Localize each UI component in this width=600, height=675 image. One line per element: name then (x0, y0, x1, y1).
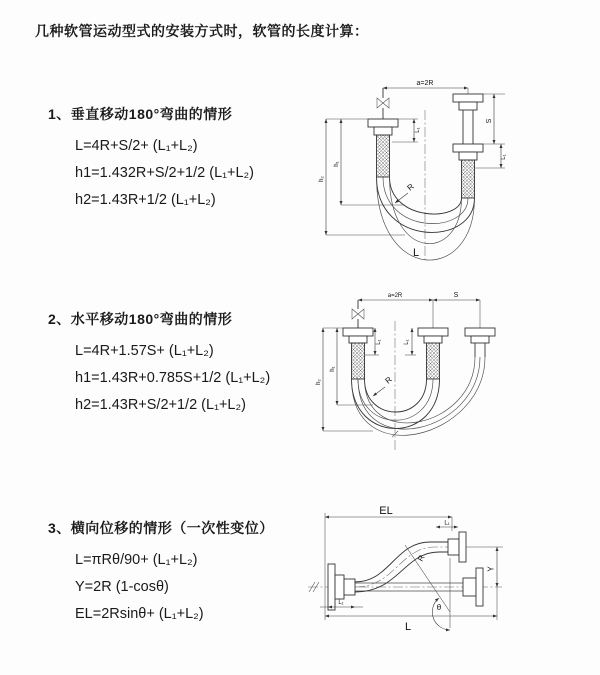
label-a2r: a=2R (416, 80, 434, 87)
dimension-a2r (358, 292, 480, 328)
label-length-l: L (413, 247, 420, 259)
label-l1-top: L₁ (444, 520, 450, 527)
dimension-a2r (383, 80, 468, 94)
section-vertical-180 (48, 104, 254, 214)
label-s: S (453, 292, 459, 299)
dimension-radius (373, 375, 394, 396)
label-l1-left: L₁ (338, 600, 344, 606)
hose-u-bend (377, 177, 475, 260)
right-pipe-assembly (465, 328, 495, 357)
label-el: EL (379, 505, 393, 517)
formula-line: L=4R+S/2+ (L₁+L₂) (75, 138, 198, 154)
label-l1-right: L₁ (501, 154, 507, 160)
formula-line: h1=1.432R+S/2+1/2 (L₁+L₂) (75, 165, 255, 181)
formula-line: L=4R+1.57S+ (L₁+L₂) (75, 343, 214, 359)
dimension-l1-top (436, 521, 458, 528)
formula-line: h1=1.43R+0.785S+1/2 (L₁+L₂) (75, 370, 271, 386)
section-lateral (48, 518, 274, 628)
page-title: 几种软管运动型式的安装方式时，软管的长度计算： (35, 23, 369, 39)
dimension-radius (405, 545, 450, 612)
dimension-l1-middle (404, 328, 416, 355)
dimension-el (325, 505, 452, 620)
formula-line: Y=2R (1-cosθ) (75, 579, 169, 595)
section-2-heading: 2、水平移动180°弯曲的情形 (48, 311, 233, 327)
label-h2: h₂ (319, 176, 325, 182)
left-pipe-assembly (368, 119, 398, 177)
section-horizontal-180 (48, 309, 270, 419)
formula-line: L=πRθ/90+ (L₁+L₂) (75, 552, 198, 568)
label-h1: h₁ (334, 161, 340, 167)
diagram-vertical-180-bend (313, 72, 568, 267)
dimension-l1-left (320, 600, 363, 607)
hose-u-bend-position2 (352, 357, 486, 435)
formula-line: h2=1.43R+S/2+1/2 (L₁+L₂) (75, 397, 246, 413)
label-l1-middle: L₁ (404, 339, 410, 345)
label-s: S (486, 118, 493, 124)
middle-pipe-assembly (418, 328, 448, 379)
diagram-lateral-displacement (300, 500, 595, 650)
dimension-s-right (475, 94, 507, 168)
dimension-y (487, 547, 498, 587)
label-radius: R (415, 553, 427, 563)
label-l1-left: L₁ (376, 339, 382, 345)
diagram-horizontal-180-bend (315, 283, 585, 458)
valve-icon (377, 88, 389, 119)
left-pipe-assembly (343, 328, 373, 379)
formula-line: h2=1.43R+1/2 (L₁+L₂) (75, 192, 216, 208)
label-length-l: L (404, 621, 412, 633)
label-h2: h₂ (316, 379, 322, 385)
right-pipe-assembly (453, 94, 483, 198)
label-radius: R (405, 181, 416, 193)
formula-line: EL=2Rsinθ+ (L₁+L₂) (75, 606, 204, 622)
label-radius: R (383, 374, 394, 386)
label-y: Y (486, 566, 496, 572)
label-l1-left: L₁ (415, 127, 421, 133)
label-a2r: a=2R (387, 293, 403, 299)
section-1-heading: 1、垂直移动180°弯曲的情形 (48, 106, 233, 122)
dimension-theta (432, 558, 450, 630)
valve-icon (352, 300, 364, 328)
label-h1: h₁ (330, 366, 336, 372)
label-theta: θ (436, 603, 442, 612)
section-3-heading: 3、横向位移的情形（一次性变位） (48, 520, 274, 536)
